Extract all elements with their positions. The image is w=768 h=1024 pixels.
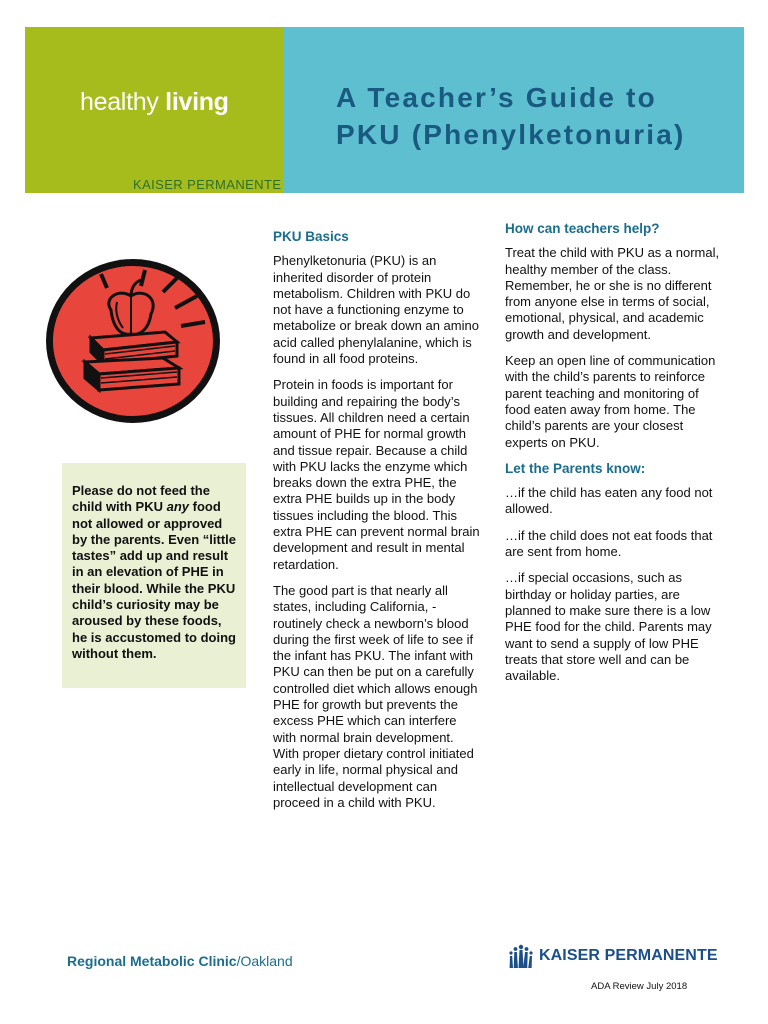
healthy-living-brand xyxy=(80,88,229,117)
review-date: ADA Review July 2018 xyxy=(591,981,688,992)
title-line-1: A Teacher’s Guide to xyxy=(336,82,657,113)
kaiser-logo xyxy=(508,942,718,970)
parents-know-heading: Let the Parents know: xyxy=(505,460,646,476)
teachers-paragraph-2: Keep an open line of communication with the child’s parents to reinforce parent teaching and monitoring of food eaten away from home. The child’s parents are your closest experts on PKU. xyxy=(505,353,716,450)
teachers-help-heading: How can teachers help? xyxy=(505,221,660,236)
warning-note-text: Please do not feed the child with PKU any food not allowed or approved by the parents. Even “little tastes” add up and result in an elevation of PHE in their blood. While the PKU child’s curiosity may be aroused by these foods, he is accustomed to doing without them. xyxy=(72,483,236,661)
apple-on-books-icon xyxy=(45,258,220,424)
pku-basics-section xyxy=(273,229,481,821)
brand-bold-text: living xyxy=(165,88,229,116)
warning-note-box xyxy=(62,463,246,688)
basics-paragraph-1: Phenylketonuria (PKU) is an inherited disorder of protein metabolism. Children with PKU do not have a functioning enzyme to metabolize or break down an amino acid called phenylalanine, which is found in all food proteins. xyxy=(273,253,479,367)
title-line-2: PKU (Phenylketonuria) xyxy=(336,119,686,150)
banner-org-name: KAISER PERMANENTE xyxy=(133,177,282,192)
parents-item-2: …if the child does not eat foods that are sent from home. xyxy=(505,527,713,560)
footer-clinic-name xyxy=(67,953,293,969)
parents-item-3: …if special occasions, such as birthday or holiday parties, are planned to make sure there is a low PHE food for the child. Parents may want to send a supply of low PHE treats that store well and can be available. xyxy=(505,570,712,684)
brand-regular-text: healthy xyxy=(80,88,159,116)
basics-paragraph-2: Protein in foods is important for building and repairing the body’s tissues. All children need a certain amount of PHE for normal growth and tissue repair. Because a child with PKU lacks the enzyme which breaks down the extra PHE, the extra PHE builds up in the body tissues including the blood. This extra PHE can prevent normal brain development and result in mental retardation. xyxy=(273,377,480,572)
parents-item-1: …if the child has eaten any food not allowed. xyxy=(505,485,713,517)
teachers-paragraph-1: Treat the child with PKU as a normal, healthy member of the class. Remember, he or she is no different from anyone else in terms of social, emotional, physical, and academic growth and development. xyxy=(505,245,720,342)
basics-paragraph-3: The good part is that nearly all states, including California, -routinely check a newborn’s blood during the first week of life to see if the infant has PKU. The infant with PKU can then be put on a carefully controlled diet which allows enough PHE for growth but prevents the excess PHE which can interfere with normal brain development. With proper dietary control initiated early in life, normal physical and intellectual development can proceed in a child with PKU. xyxy=(273,582,478,810)
kaiser-logo-text: KAISER PERMANENTE xyxy=(539,947,718,964)
clinic-name: Regional Metabolic Clinic xyxy=(67,953,237,969)
teachers-help-section xyxy=(505,221,725,694)
clinic-location: /Oakland xyxy=(236,953,293,969)
page-title xyxy=(336,79,686,153)
kaiser-people-logo-icon xyxy=(508,943,534,969)
pku-basics-heading: PKU Basics xyxy=(273,229,349,244)
